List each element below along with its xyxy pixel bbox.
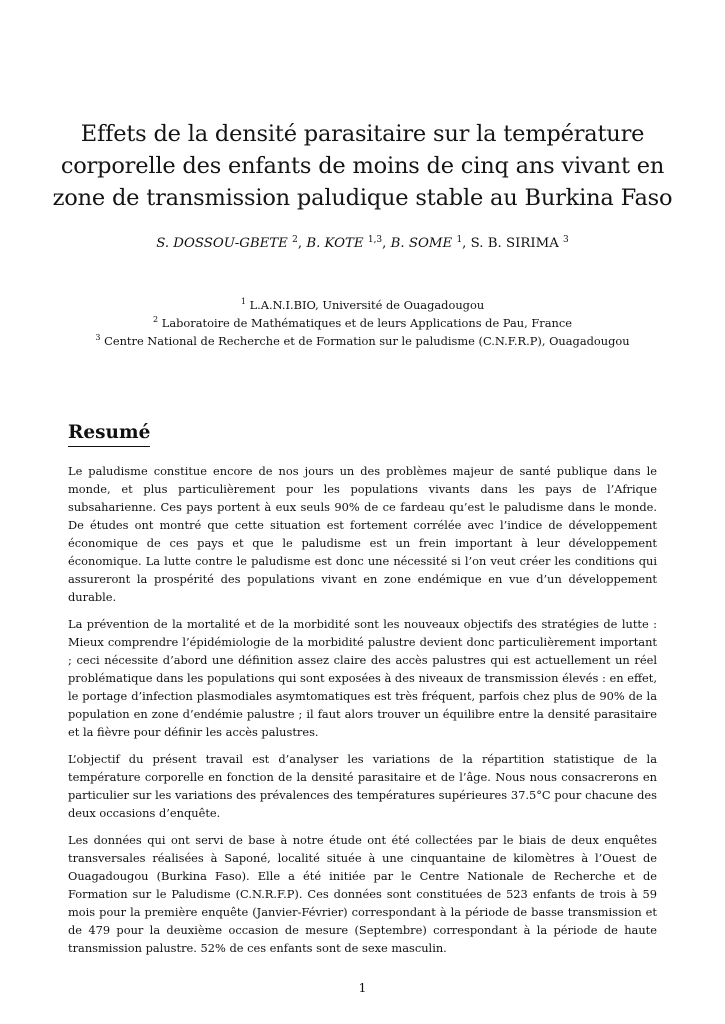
affiliation: $^2$ Laboratoire de Mathématiques et de leurs Applications de Pau, France: [153, 315, 572, 330]
abstract-paragraph: Le paludisme constitue encore de nos jours un des problèmes majeur de santé publique dans le monde, et plus particulièrement pour les populations vivants dans les pays de l’Afrique subsaharienne. Ces pays portent à eux seuls 90% de ce fardeau qu’est le paludisme dans le monde. De études ont montré que cette situation est fortement corrélée avec l’indice de développement économique de ces pays et que le paludisme est un frein important à leur développement économique. La lutte contre le paludisme est donc une nécessité si l’on veut créer les conditions qui assureront la prospérité des populations vivant en zone endémique en vue d’un développement durable.: [68, 464, 657, 604]
author-affiliation-mark: 1,3: [367, 235, 383, 245]
author: B. KOTE $^{1,3}$,: [306, 235, 391, 251]
affiliation-list: [40, 296, 685, 350]
author: S. B. SIRIMA $^3$: [470, 235, 569, 251]
author: S. DOSSOU-GBETE $^2$,: [156, 235, 307, 251]
author: B. SOME $^1$,: [390, 235, 471, 251]
affiliation: $^1$ L.A.N.I.BIO, Université de Ouagadougou: [240, 297, 485, 312]
abstract-paragraph: Les données qui ont servi de base à notre étude ont été collectées par le biais de deux enquêtes transversales réalisées à Saponé, localité située à une cinquantaine de kilomètres à l’Ouest de Ouagadougou (Burkina Faso). Elle a été initiée par le Centre Nationale de Recherche et de Formation sur le Paludisme (C.N.R.F.P). Ces données sont constituées de 523 enfants de trois à 59 mois pour la première enquête (Janvier-Février) correspondant à la période de basse transmission et de 479 pour la deuxième occasion de mesure (Septembre) correspondant à la période de haute transmission palustre. 52% de ces enfants sont de sexe masculin.: [68, 833, 657, 955]
section-heading: Resumé: [68, 420, 150, 447]
affiliation: $^3$ Centre National de Recherche et de Formation sur le paludisme (C.N.F.R.P), Ouagadougou: [95, 333, 630, 348]
abstract-paragraph: L’objectif du présent travail est d’analyser les variations de la répartition statistique de la température corporelle en fonction de la densité parasitaire et de l’âge. Nous nous consacrerons en particulier sur les variations des prévalences des températures supérieures 37.5°C pour chacune des deux occasions d’enquête.: [68, 752, 657, 820]
page-number: 1: [358, 980, 367, 995]
paper-title: Effets de la densité parasitaire sur la température corporelle des enfants de moins de cinq ans vivant en zone de transmission paludique stable au Burkina Faso: [52, 121, 673, 211]
author-affiliation-mark: 3: [563, 235, 569, 245]
author-list: [40, 234, 685, 254]
author-affiliation-mark: 2: [292, 235, 298, 245]
abstract-paragraph: La prévention de la mortalité et de la morbidité sont les nouveaux objectifs des stratégies de lutte : Mieux comprendre l’épidémiologie de la morbidité palustre devient donc particulièrement important ; ceci nécessite d’abord une définition assez claire des accès palustres qui est actuellement un réel problématique dans les populations qui sont exposées à des niveaux de transmission élevés : en effet, le portage d’infection plasmodiales asymtomatiques est très fréquent, parfois chez plus de 90% de la population en zone d’endémie palustre ; il faut alors trouver un équilibre entre la densité parasitaire et la fièvre pour définir les accès palustres.: [68, 617, 657, 739]
author-affiliation-mark: 1: [456, 235, 463, 245]
abstract-body: [68, 462, 657, 966]
